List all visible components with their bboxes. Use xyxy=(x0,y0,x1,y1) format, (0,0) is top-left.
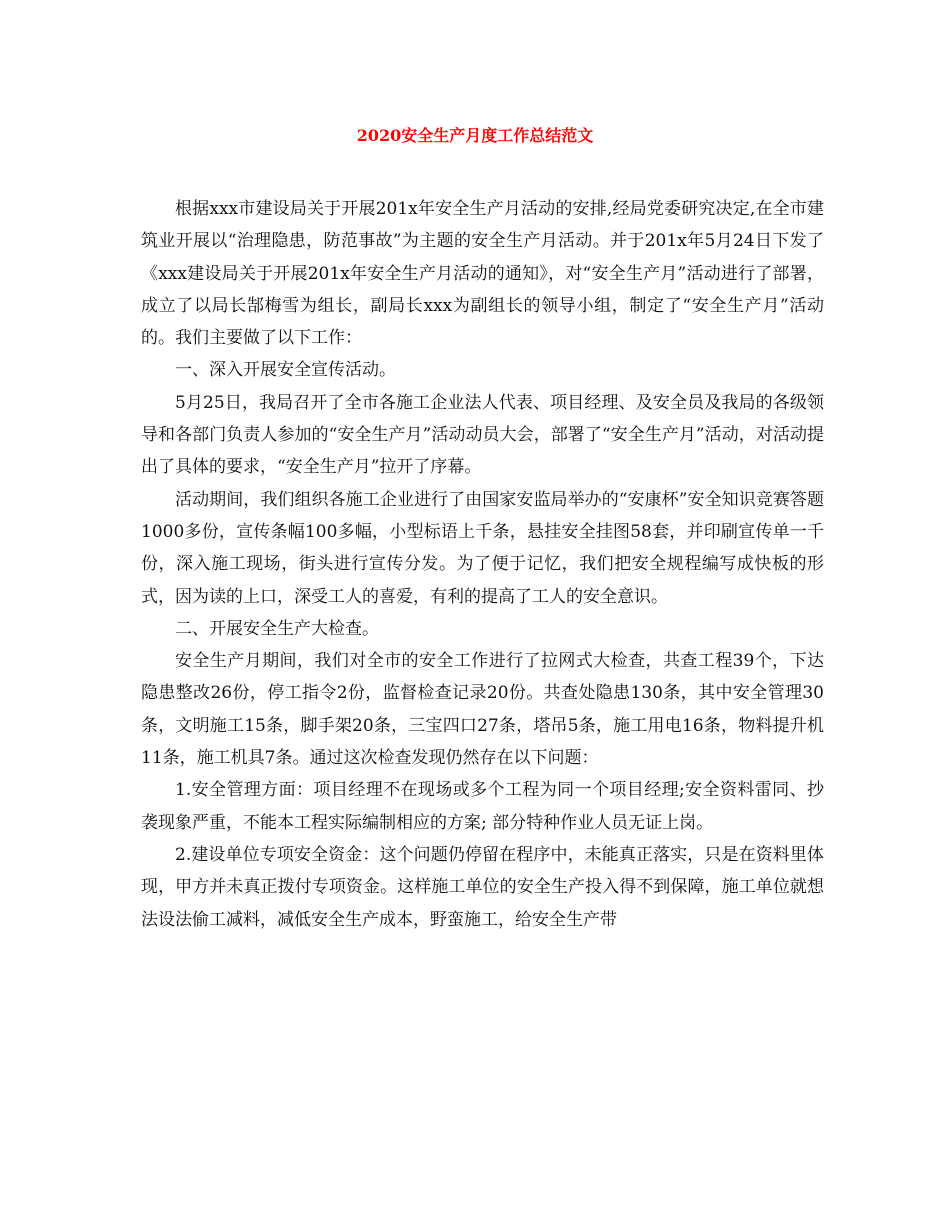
paragraph-activities: 活动期间，我们组织各施工企业进行了由国家安监局举办的“安康杯”安全知识竞赛答题1000多份，宣传条幅100多幅，小型标语上千条，悬挂安全挂图58套，并印刷宣传单一千份，深入施工现场，街头进行宣传分发。为了便于记忆，我们把安全规程编写成快板的形式，因为读的上口，深受工人的喜爱，有利的提高了工人的安全意识。 xyxy=(141,489,824,607)
paragraph-mobilization-meeting: 5月25日，我局召开了全市各施工企业法人代表、项目经理、及安全员及我局的各级领导和各部门负责人参加的“安全生产月”活动动员大会，部署了“安全生产月”活动，对活动提出了具体的要求，“安全生产月”拉开了序幕。 xyxy=(141,392,824,478)
paragraph-intro: 根据xxx市建设局关于开展201x年安全生产月活动的安排,经局党委研究决定,在全市建筑业开展以“治理隐患，防范事故”为主题的安全生产月活动。并于201x年5月24日下发了《xxx建设局关于开展201x年安全生产月活动的通知》，对“安全生产月”活动进行了部署，成立了以局长郜梅雪为组长，副局长xxx为副组长的领导小组，制定了“安全生产月”活动的。我们主要做了以下工作： xyxy=(141,199,824,349)
section-heading-1: 一、深入开展安全宣传活动。 xyxy=(175,360,396,381)
paragraph-inspection: 安全生产月期间，我们对全市的安全工作进行了拉网式大检查，共查工程39个，下达隐患整改26份，停工指令2份，监督检查记录20份。共查处隐患130条，其中安全管理30条，文明施工15条，脚手架20条，三宝四口27条，塔吊5条，施工用电16条，物料提升机11条，施工机具7条。通过这次检查发现仍然存在以下问题： xyxy=(141,651,824,769)
document-body xyxy=(141,193,824,936)
section-heading-2: 二、开展安全生产大检查。 xyxy=(175,618,379,639)
document-title: 2020安全生产月度工作总结范文 xyxy=(356,126,594,145)
paragraph-problem-2: 2.建设单位专项安全资金：这个问题仍停留在程序中，未能真正落实，只是在资料里体现，甲方并未真正拨付专项资金。这样施工单位的安全生产投入得不到保障，施工单位就想法设法偷工减料，减低安全生产成本，野蛮施工，给安全生产带 xyxy=(141,844,824,930)
paragraph-problem-1: 1.安全管理方面：项目经理不在现场或多个工程为同一个项目经理;安全资料雷同、抄袭现象严重，不能本工程实际编制相应的方案; 部分特种作业人员无证上岗。 xyxy=(141,780,824,833)
